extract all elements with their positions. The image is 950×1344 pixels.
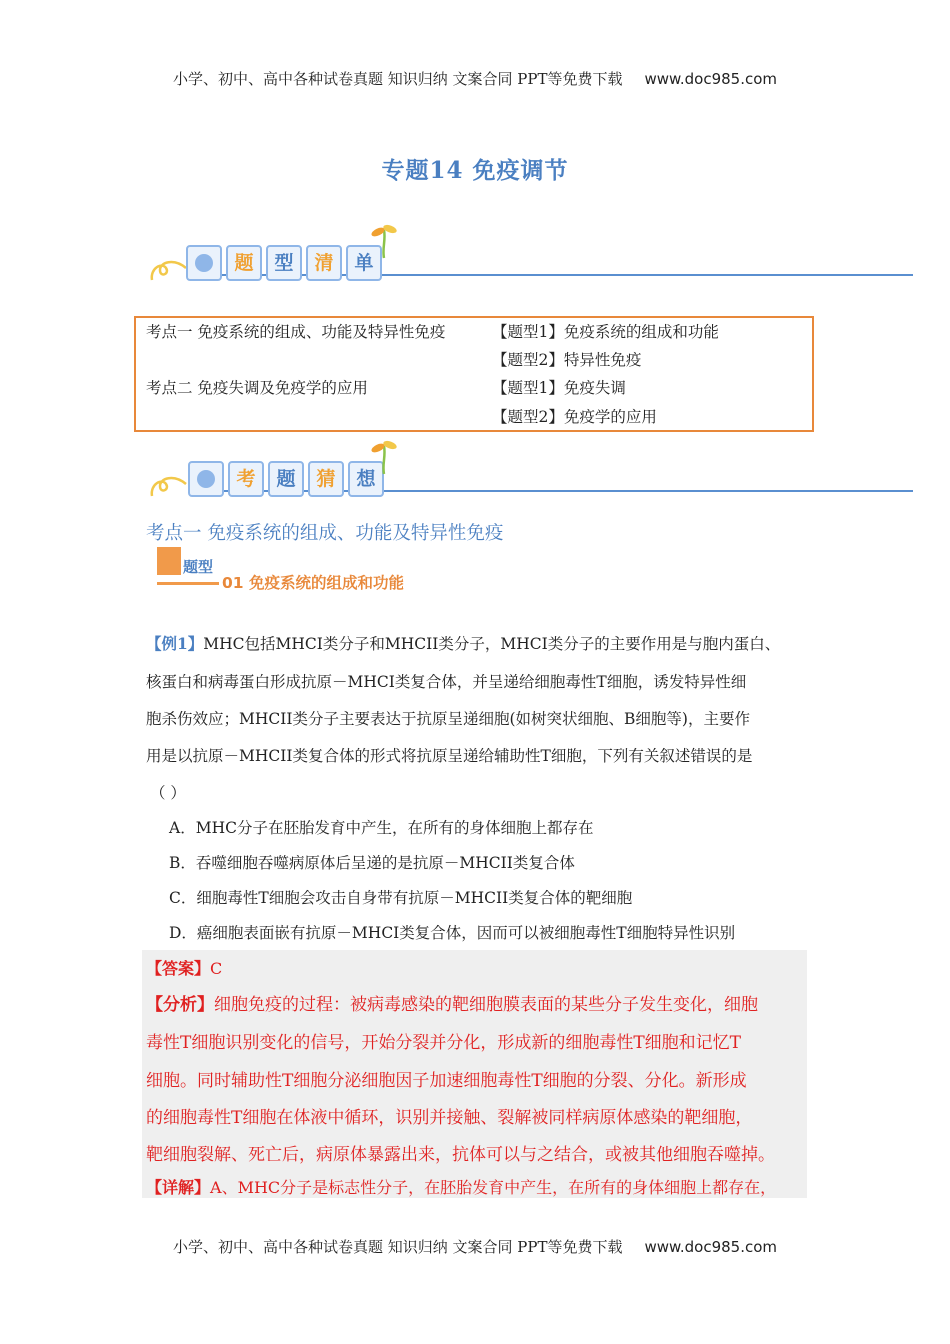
footer-text: 小学、初中、高中各种试卷真题 知识归纳 文案合同 PPT等免费下载 (172, 1238, 623, 1256)
option-b: B．吞噬细胞吞噬病原体后呈递的是抗原－MHCII类复合体 (169, 854, 575, 872)
topic-table (134, 316, 814, 432)
example-tag: 【例1】 (146, 634, 204, 653)
banner-char-1: 考 (228, 461, 264, 497)
toc-type-4: 【题型2】免疫学的应用 (492, 408, 657, 426)
detail-line-1: 【详解】A、MHC分子是标志性分子，在胚胎发育中产生，在所有的身体细胞上都存在， (146, 1178, 777, 1197)
question-line-1: 【例1】MHC包括MHCI类分子和MHCII类分子，MHCI类分子的主要作用是与胞内蛋白、 (146, 634, 781, 653)
toc-type-2: 【题型2】特异性免疫 (492, 351, 642, 369)
footer-site[interactable]: www.doc985.com (644, 1238, 778, 1256)
detail-tag: 【详解】 (146, 1178, 211, 1197)
toc-topic-1: 考点一 免疫系统的组成、功能及特异性免疫 (146, 323, 446, 341)
header-text: 小学、初中、高中各种试卷真题 知识归纳 文案合同 PPT等免费下载 (172, 70, 623, 88)
banner-char-4: 想 (348, 461, 384, 497)
banner-number-badge (188, 461, 224, 497)
toc-topic-2: 考点二 免疫失调及免疫学的应用 (146, 379, 368, 397)
answer-tag: 【答案】 (146, 959, 211, 978)
question-type-title: 01 免疫系统的组成和功能 (222, 574, 404, 592)
question-line-3: 胞杀伤效应；MHCII类分子主要表达于抗原呈递细胞(如树突状细胞、B细胞等)，主要作 (146, 710, 750, 728)
answer-value: C (210, 959, 223, 978)
banner-question-list (148, 238, 913, 298)
question-line-2: 核蛋白和病毒蛋白形成抗原－MHCI类复合体，并呈递给细胞毒性T细胞，诱发特异性细 (146, 673, 747, 691)
page-header (0, 68, 950, 89)
option-a: A．MHC分子在胚胎发育中产生，在所有的身体细胞上都存在 (169, 819, 594, 837)
banner-char-4: 单 (346, 245, 382, 281)
swirl-icon (148, 254, 188, 284)
analysis-line-2: 毒性T细胞识别变化的信号，开始分裂并分化，形成新的细胞毒性T细胞和记忆T (146, 1033, 742, 1053)
question-line-4: 用是以抗原－MHCII类复合体的形式将抗原呈递给辅助性T细胞，下列有关叙述错误的是 (146, 747, 753, 765)
swirl-icon (148, 470, 188, 500)
banner-number-badge (186, 245, 222, 281)
banner-exam-prediction (148, 454, 913, 514)
banner-char-3: 清 (306, 245, 342, 281)
question-type-marker (157, 547, 181, 575)
page-footer (0, 1236, 950, 1257)
question-type-underline (157, 582, 219, 585)
toc-type-3: 【题型1】免疫失调 (492, 379, 626, 397)
section-heading: 考点一 免疫系统的组成、功能及特异性免疫 (146, 523, 504, 544)
banner-char-1: 题 (226, 245, 262, 281)
option-c: C．细胞毒性T细胞会攻击自身带有抗原－MHCII类复合体的靶细胞 (169, 889, 633, 907)
analysis-line-4: 的细胞毒性T细胞在体液中循环，识别并接触、裂解被同样病原体感染的靶细胞， (146, 1108, 753, 1128)
question-type-label: 题型 (183, 558, 214, 576)
option-d: D．癌细胞表面嵌有抗原－MHCI类复合体，因而可以被细胞毒性T细胞特异性识别 (169, 924, 736, 942)
header-site[interactable]: www.doc985.com (644, 70, 778, 88)
analysis-line-3: 细胞。同时辅助性T细胞分泌细胞因子加速细胞毒性T细胞的分裂、分化。新形成 (146, 1071, 747, 1091)
banner-char-2: 型 (266, 245, 302, 281)
toc-type-1: 【题型1】免疫系统的组成和功能 (492, 323, 719, 341)
question-blank: （ ） (150, 784, 186, 802)
page-title: 专题14 免疫调节 (381, 157, 569, 184)
analysis-tag: 【分析】 (146, 995, 214, 1015)
analysis-line-5: 靶细胞裂解、死亡后，病原体暴露出来，抗体可以与之结合，或被其他细胞吞噬掉。 (146, 1145, 775, 1165)
analysis-line-1: 【分析】细胞免疫的过程：被病毒感染的靶细胞膜表面的某些分子发生变化，细胞 (146, 995, 758, 1015)
sprout-icon (370, 436, 398, 476)
banner-char-2: 题 (268, 461, 304, 497)
sprout-icon (370, 220, 398, 260)
banner-char-3: 猜 (308, 461, 344, 497)
answer-line (146, 956, 222, 979)
